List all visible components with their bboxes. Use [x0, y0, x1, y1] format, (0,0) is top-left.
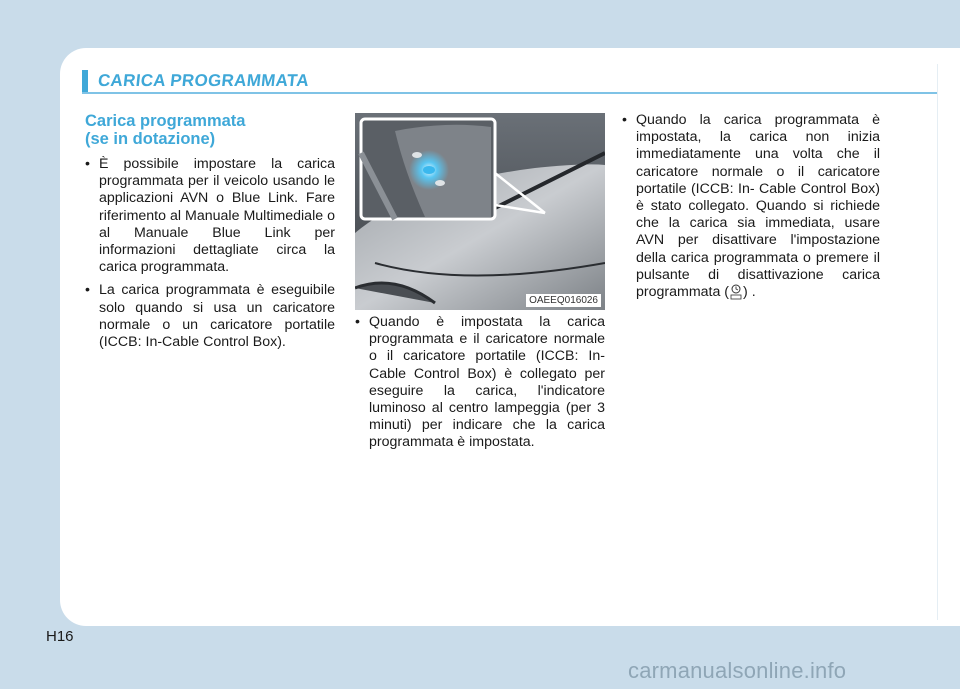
- list-item: [85, 282, 335, 351]
- subheading-line-1: Carica programmata: [85, 112, 246, 130]
- page-number: H16: [46, 628, 74, 645]
- column-2: [355, 314, 605, 458]
- header-accent-bar: [82, 70, 88, 92]
- charging-indicator-photo: [355, 113, 605, 310]
- list-item: [355, 314, 605, 452]
- list-item-text: Quando è impostata la carica programmata e il caricatore normale o il caricatore portatile (ICCB: In- Cable Control Box) è collegato per eseguire la carica, l'indicatore luminoso al centro lampeggia (per 3 minuti) per indicare che la carica programmata è impostata.: [369, 314, 605, 451]
- bullet-list-1: [85, 156, 335, 351]
- figure-caption: OAEEQ016026: [526, 294, 601, 307]
- bullet-list-2: [355, 314, 605, 452]
- list-item-text: È possibile impostare la carica programmata per il veicolo usando le applicazioni AVN o Blue Link. Fare riferimento al Manuale Multimediale o al Manuale Blue Link per informazioni dettagliate circa la carica programmata.: [99, 156, 335, 276]
- subheading-line-2: (se in dotazione): [85, 130, 216, 148]
- list-item: [622, 112, 880, 301]
- list-item: [85, 156, 335, 276]
- bullet-dot: •: [85, 282, 90, 299]
- section-title: CARICA PROGRAMMATA: [97, 71, 311, 90]
- scheduled-charge-off-icon: [729, 284, 743, 300]
- header-underline: [82, 92, 937, 94]
- car-illustration: [355, 113, 605, 310]
- margin-guide: [937, 64, 938, 620]
- list-item-text: Quando la carica programmata è impostata, la carica non inizia immediatamente una volta che il caricatore normale o il caricatore portatile (ICCB: In- Cable Control Box) è stato collegato. Quando si richiede che la carica sia immediata, usare AVN per disattivare l'impostazione della carica programmata o premere il pulsante di disattivazione carica programmata (: [636, 112, 880, 301]
- bullet-dot: •: [85, 156, 90, 172]
- column-1: [85, 112, 335, 357]
- section-header: [82, 70, 937, 92]
- list-item-text: La carica programmata è eseguibile solo quando si usa un caricatore normale o un caricatore portatile (ICCB: In-Cable Control Box).: [99, 282, 335, 351]
- bullet-list-3: [622, 112, 880, 301]
- watermark: carmanualsonline.info: [628, 658, 847, 683]
- subheading: [85, 112, 335, 148]
- bullet-dot: •: [355, 314, 360, 330]
- column-3: [622, 112, 880, 307]
- bullet-dot: •: [622, 112, 627, 128]
- list-item-text-tail: ) .: [743, 284, 756, 301]
